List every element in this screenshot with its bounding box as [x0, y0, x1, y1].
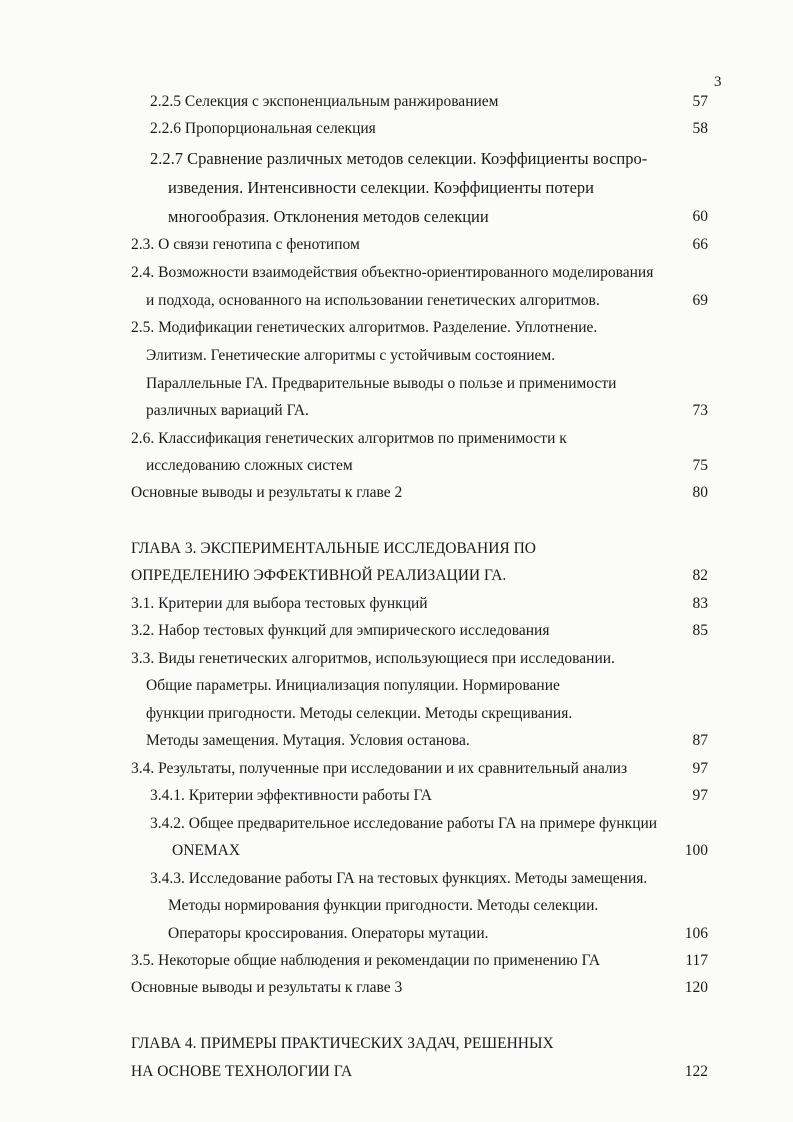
- toc-line: 2.3. О связи генотипа с фенотипом: [131, 236, 360, 253]
- toc-page: 117: [685, 952, 708, 969]
- toc-page: 66: [692, 236, 708, 253]
- toc-line: Методы замещения. Мутация. Условия останова.: [146, 732, 470, 749]
- toc-page: 80: [692, 484, 708, 501]
- toc-page: 82: [692, 567, 708, 584]
- toc-page: 75: [692, 457, 708, 474]
- toc-line: 2.6. Классификация генетических алгоритмов по применимости к: [131, 430, 567, 447]
- toc-page: 106: [684, 925, 708, 942]
- toc-page: 57: [692, 93, 708, 110]
- toc-page: 58: [692, 120, 708, 137]
- toc-line: Операторы кроссирования. Операторы мутации.: [168, 925, 489, 942]
- toc-page: 97: [692, 787, 708, 804]
- chapter-heading: ГЛАВА 4. ПРИМЕРЫ ПРАКТИЧЕСКИХ ЗАДАЧ, РЕШЕННЫХ: [131, 1035, 554, 1052]
- toc-line: различных вариаций ГА.: [146, 402, 309, 419]
- toc-page: 120: [684, 979, 708, 996]
- toc-line: 2.2.5 Селекция с экспоненциальным ранжированием: [150, 93, 499, 110]
- chapter-heading: ГЛАВА 3. ЭКСПЕРИМЕНТАЛЬНЫЕ ИССЛЕДОВАНИЯ ПО: [131, 540, 537, 557]
- toc-line: Общие параметры. Инициализация популяции. Нормирование: [146, 677, 560, 694]
- page-number: 3: [714, 74, 722, 90]
- toc-page: 73: [692, 402, 708, 419]
- chapter-heading: ОПРЕДЕЛЕНИЮ ЭФФЕКТИВНОЙ РЕАЛИЗАЦИИ ГА.: [131, 567, 507, 584]
- toc-line: 2.5. Модификации генетических алгоритмов. Разделение. Уплотнение.: [131, 319, 598, 336]
- toc-line: Параллельные ГА. Предварительные выводы о пользе и применимости: [146, 375, 617, 392]
- toc-line: исследованию сложных систем: [146, 457, 353, 474]
- toc-line: Методы нормирования функции пригодности. Методы селекции.: [168, 897, 599, 914]
- toc-line: 2.2.6 Пропорциональная селекция: [150, 120, 376, 137]
- chapter-heading: НА ОСНОВЕ ТЕХНОЛОГИИ ГА: [131, 1063, 353, 1080]
- toc-page: 100: [684, 842, 708, 859]
- toc-line: 3.4.2. Общее предварительное исследование работы ГА на примере функции: [150, 815, 658, 832]
- toc-line: Основные выводы и результаты к главе 3: [131, 979, 403, 996]
- toc-page: 69: [692, 292, 708, 309]
- toc-line: и подхода, основанного на использовании генетических алгоритмов.: [146, 292, 600, 309]
- toc-line: 3.1. Критерии для выбора тестовых функций: [131, 595, 428, 612]
- toc-line: 3.4. Результаты, полученные при исследовании и их сравнительный анализ: [131, 760, 628, 777]
- toc-line: многообразия. Отклонения методов селекции: [168, 207, 489, 226]
- toc-line: Основные выводы и результаты к главе 2: [131, 484, 403, 501]
- toc-line: 2.2.7 Сравнение различных методов селекции. Коэффициенты воспро-: [150, 149, 648, 168]
- toc-line: функции пригодности. Методы селекции. Методы скрещивания.: [146, 705, 573, 722]
- toc-page: 97: [692, 760, 708, 777]
- toc-line: 3.4.1. Критерии эффективности работы ГА: [150, 787, 432, 804]
- toc-line: Элитизм. Генетические алгоритмы с устойчивым состоянием.: [146, 347, 556, 364]
- toc-line: 3.5. Некоторые общие наблюдения и рекомендации по применению ГА: [131, 952, 601, 969]
- toc-page: 87: [692, 732, 708, 749]
- toc-line: 2.4. Возможности взаимодействия объектно-ориентированного моделирования: [131, 264, 654, 281]
- toc-line: 3.4.3. Исследование работы ГА на тестовых функциях. Методы замещения.: [150, 870, 648, 887]
- toc-page: 83: [692, 595, 708, 612]
- toc-line: изведения. Интенсивности селекции. Коэффициенты потери: [168, 178, 595, 197]
- toc-line: 3.3. Виды генетических алгоритмов, использующиеся при исследовании.: [131, 650, 615, 667]
- toc-line: ONEMAX: [172, 842, 241, 859]
- toc-page: 122: [684, 1063, 708, 1080]
- toc-page: 85: [692, 622, 708, 639]
- toc-page: 60: [692, 208, 708, 225]
- toc-line: 3.2. Набор тестовых функций для эмпирического исследования: [131, 622, 550, 639]
